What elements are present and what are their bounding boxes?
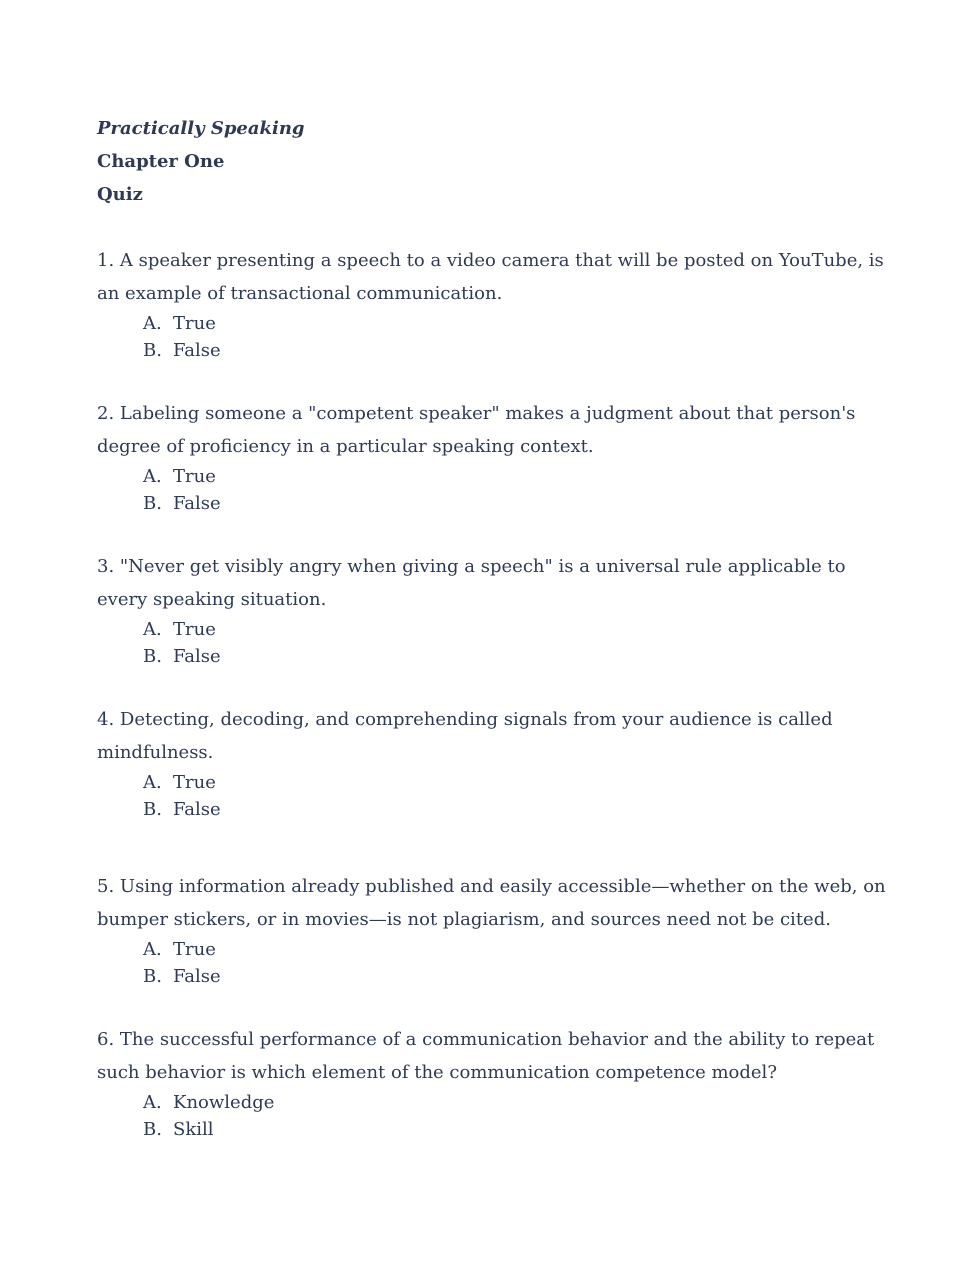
option-b [97,1116,897,1143]
option-list [97,769,897,823]
question-text: 1. A speaker presenting a speech to a video camera that will be posted on YouTube, is an example of transactional communication. [97,250,884,304]
option-b [97,963,897,990]
option-letter: A. [143,1092,162,1113]
option-label: True [173,619,216,640]
option-letter: B. [143,1119,162,1140]
option-a [97,769,897,796]
option-letter: B. [143,340,162,361]
option-label: True [173,772,216,793]
option-letter: A. [143,772,162,793]
question-text: 5. Using information already published and easily accessible—whether on the web, on bumper stickers, or in movies—is not plagiarism, and sources need not be cited. [97,876,886,930]
option-b [97,337,897,364]
option-a [97,310,897,337]
option-letter: A. [143,466,162,487]
option-a [97,616,897,643]
option-a [97,1089,897,1116]
option-a [97,463,897,490]
section-title: Quiz [97,184,143,205]
option-list [97,463,897,517]
option-label: Skill [173,1119,214,1140]
question-4 [97,703,897,823]
option-label: True [173,939,216,960]
question-1 [97,244,897,364]
question-text: 3. "Never get visibly angry when giving a speech" is a universal rule applicable to every speaking situation. [97,556,846,610]
option-label: True [173,313,216,334]
option-letter: A. [143,939,162,960]
question-text: 4. Detecting, decoding, and comprehending signals from your audience is called mindfulness. [97,709,833,763]
option-label: False [173,646,221,667]
option-label: False [173,493,221,514]
option-letter: B. [143,646,162,667]
chapter-title: Chapter One [97,151,225,172]
option-list [97,310,897,364]
question-6 [97,1023,897,1143]
question-2 [97,397,897,517]
option-b [97,643,897,670]
option-list [97,936,897,990]
option-label: False [173,799,221,820]
document-page [97,112,897,1143]
option-label: False [173,966,221,987]
option-letter: B. [143,799,162,820]
option-label: False [173,340,221,361]
option-label: True [173,466,216,487]
question-5 [97,870,897,990]
option-b [97,490,897,517]
book-title: Practically Speaking [97,118,305,139]
option-a [97,936,897,963]
question-text: 6. The successful performance of a communication behavior and the ability to repeat such behavior is which element of the communication competence model? [97,1029,875,1083]
question-text: 2. Labeling someone a "competent speaker" makes a judgment about that person's degree of proficiency in a particular speaking context. [97,403,856,457]
option-letter: B. [143,966,162,987]
question-3 [97,550,897,670]
option-letter: A. [143,313,162,334]
option-label: Knowledge [173,1092,275,1113]
option-list [97,616,897,670]
option-b [97,796,897,823]
option-letter: B. [143,493,162,514]
option-list [97,1089,897,1143]
option-letter: A. [143,619,162,640]
